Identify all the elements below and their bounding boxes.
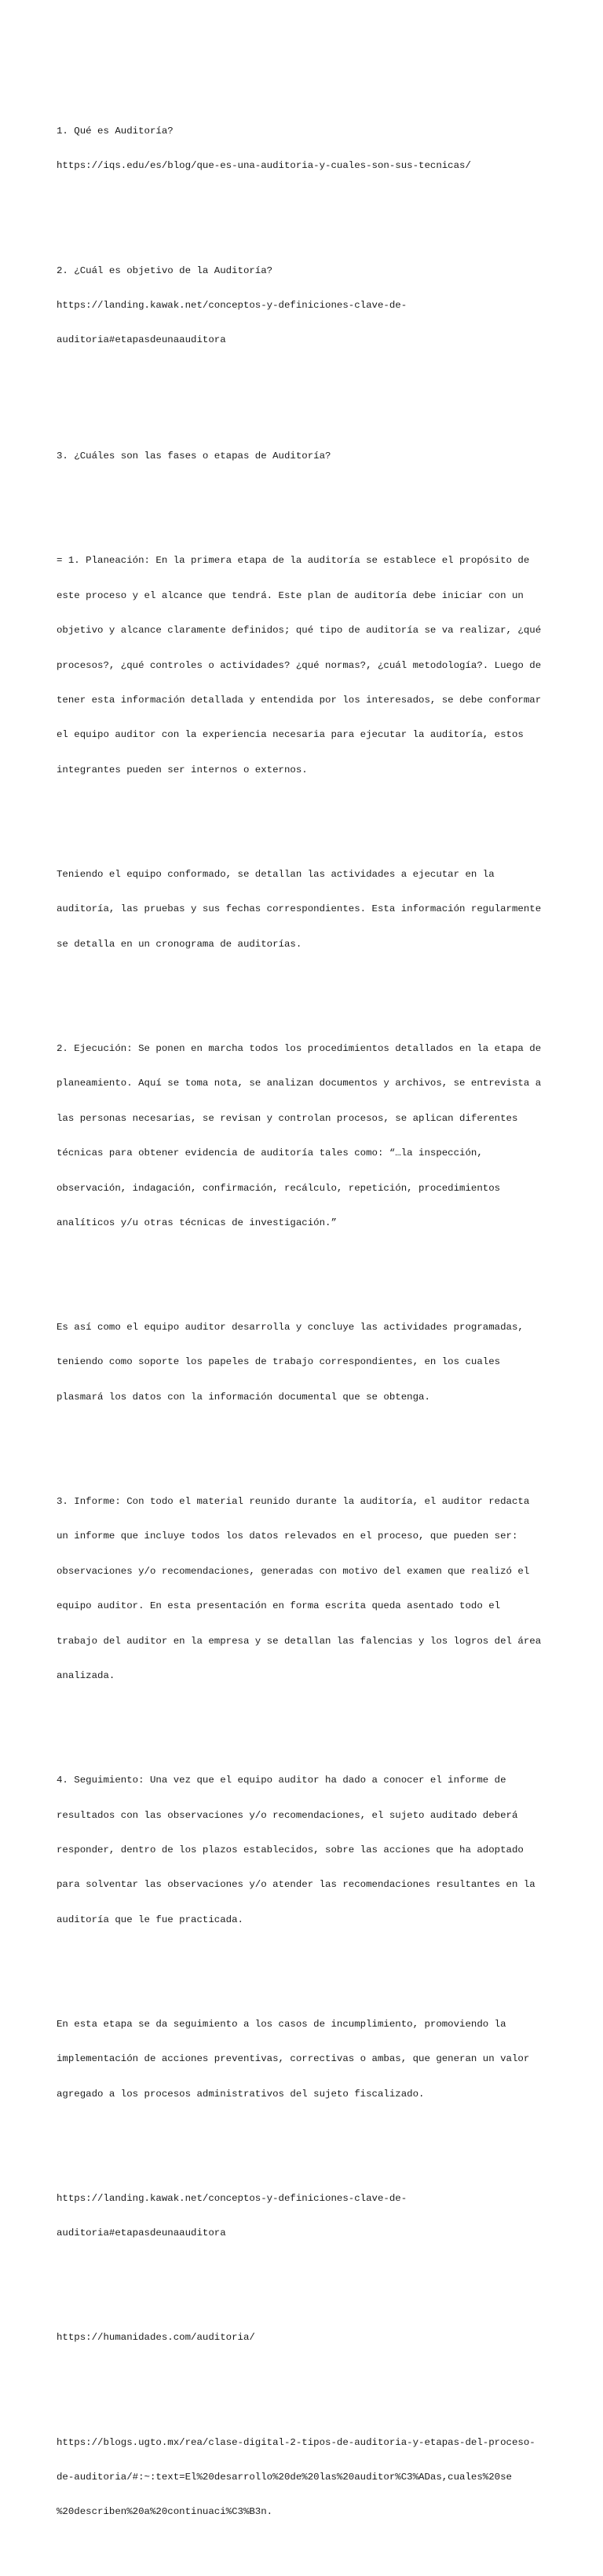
source-link-line[interactable]: de-auditoria/#:~:text=El%20desarrollo%20de%20las%20auditor%C3%ADas,cuales%20se — [57, 2471, 512, 2483]
question-1: 1. Qué es Auditoría? — [57, 125, 174, 137]
paragraph-etapa-seguimiento — [57, 1995, 559, 2123]
source-link-line[interactable]: https://landing.kawak.net/conceptos-y-definiciones-clave-de- — [57, 2192, 407, 2204]
question-3-block — [57, 428, 559, 486]
text-line: las personas necesarias, se revisan y controlan procesos, se aplican diferentes — [57, 1112, 518, 1124]
paragraph-informe — [57, 1472, 559, 1705]
text-line: plasmará los datos con la información documental que se obtenga. — [57, 1391, 430, 1403]
document-page — [57, 68, 559, 2576]
text-line: trabajo del auditor en la empresa y se detallan las falencias y los logros del área — [57, 1635, 542, 1647]
text-line: auditoría que le fue practicada. — [57, 1914, 243, 1925]
text-line: responder, dentro de los plazos establecidos, sobre las acciones que ha adoptado — [57, 1844, 524, 1855]
question-2: 2. ¿Cuál es objetivo de la Auditoría? — [57, 265, 273, 276]
source-ugto — [57, 2414, 559, 2541]
text-line: auditoría, las pruebas y sus fechas correspondientes. Esta información regularmente — [57, 903, 542, 915]
text-line: = 1. Planeación: En la primera etapa de la auditoría se establece el propósito de — [57, 555, 530, 567]
text-line: técnicas para obtener evidencia de auditoría tales como: “…la inspección, — [57, 1148, 483, 1159]
question-2-link-line-2[interactable]: auditoria#etapasdeunaauditora — [57, 334, 226, 346]
question-1-block — [57, 102, 559, 195]
text-line: se detalla en un cronograma de auditorías. — [57, 938, 302, 950]
text-line: 4. Seguimiento: Una vez que el equipo auditor ha dado a conocer el informe de — [57, 1775, 506, 1786]
text-line: analíticos y/u otras técnicas de investigación.” — [57, 1217, 337, 1228]
text-line: para solventar las observaciones y/o atender las recomendaciones resultantes en la — [57, 1879, 535, 1891]
text-line: analizada. — [57, 1669, 115, 1681]
text-line: 3. Informe: Con todo el material reunido durante la auditoría, el auditor redacta — [57, 1496, 530, 1508]
source-link-line[interactable]: auditoria#etapasdeunaauditora — [57, 2228, 226, 2239]
text-line: integrantes pueden ser internos o externos. — [57, 764, 308, 775]
text-line: agregado a los procesos administrativos del sujeto fiscalizado. — [57, 2088, 425, 2100]
paragraph-equipo-auditor — [57, 1298, 559, 1426]
text-line: observación, indagación, confirmación, recálculo, repetición, procedimientos — [57, 1182, 501, 1194]
text-line: Es así como el equipo auditor desarrolla y concluye las actividades programadas, — [57, 1322, 524, 1334]
text-line: procesos?, ¿qué controles o actividades? ¿qué normas?, ¿cuál metodología?. Luego de — [57, 659, 542, 671]
text-line: equipo auditor. En esta presentación en forma escrita queda asentado todo el — [57, 1600, 501, 1612]
text-line: implementación de acciones preventivas, correctivas o ambas, que generan un valor — [57, 2053, 530, 2065]
text-line: el equipo auditor con la experiencia necesaria para ejecutar la auditoría, estos — [57, 729, 524, 741]
source-link-line[interactable]: %20describen%20a%20continuaci%C3%B3n. — [57, 2506, 273, 2518]
source-link-line[interactable]: https://humanidades.com/auditoria/ — [57, 2332, 255, 2344]
text-line: resultados con las observaciones y/o recomendaciones, el sujeto auditado deberá — [57, 1809, 518, 1821]
paragraph-planeacion — [57, 532, 559, 799]
text-line: tener esta información detallada y entendida por los interesados, se debe conformar — [57, 695, 542, 706]
question-3: 3. ¿Cuáles son las fases o etapas de Auditoría? — [57, 451, 331, 462]
source-kawak — [57, 2169, 559, 2262]
text-line: Teniendo el equipo conformado, se detallan las actividades a ejecutar en la — [57, 868, 495, 880]
text-line: este proceso y el alcance que tendrá. Este plan de auditoría debe iniciar con un — [57, 589, 524, 601]
text-line: planeamiento. Aquí se toma nota, se analizan documentos y archivos, se entrevista a — [57, 1078, 542, 1089]
text-line: teniendo como soporte los papeles de trabajo correspondientes, en los cuales — [57, 1356, 501, 1368]
paragraph-ejecucion — [57, 1020, 559, 1252]
text-line: En esta etapa se da seguimiento a los casos de incumplimiento, promoviendo la — [57, 2018, 506, 2030]
question-2-link-line-1[interactable]: https://landing.kawak.net/conceptos-y-definiciones-clave-de- — [57, 299, 407, 311]
source-humanidades — [57, 2309, 559, 2367]
source-link-line[interactable]: https://blogs.ugto.mx/rea/clase-digital-2-tipos-de-auditoria-y-etapas-del-proceso- — [57, 2436, 535, 2448]
question-1-link[interactable]: https://iqs.edu/es/blog/que-es-una-auditoria-y-cuales-son-sus-tecnicas/ — [57, 160, 471, 172]
text-line: un informe que incluye todos los datos relevados en el proceso, que pueden ser: — [57, 1531, 518, 1542]
question-2-block — [57, 242, 559, 370]
paragraph-equipo-conformado — [57, 845, 559, 973]
paragraph-seguimiento — [57, 1752, 559, 1950]
text-line: objetivo y alcance claramente definidos; qué tipo de auditoría se va realizar, ¿qué — [57, 625, 542, 637]
text-line: 2. Ejecución: Se ponen en marcha todos los procedimientos detallados en la etapa de — [57, 1042, 542, 1054]
text-line: observaciones y/o recomendaciones, generadas con motivo del examen que realizó el — [57, 1565, 530, 1577]
